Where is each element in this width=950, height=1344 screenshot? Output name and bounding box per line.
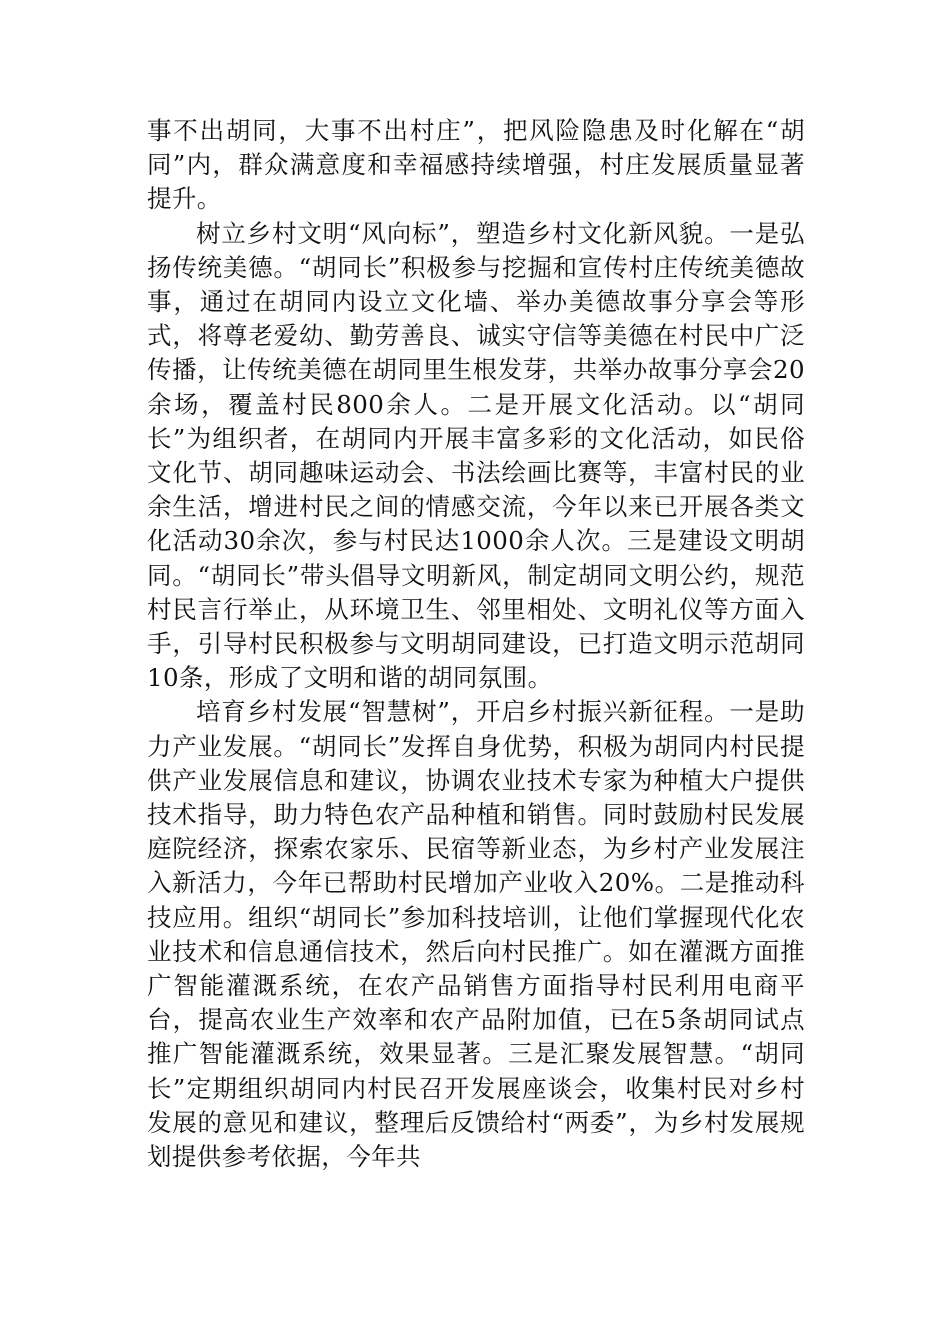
paragraph-continuation: 事不出胡同，大事不出村庄”，把风险隐患及时化解在“胡同”内，群众满意度和幸福感持续增强，村庄发展质量显著提升。 bbox=[147, 116, 805, 214]
paragraph-rural-development: 培育乡村发展“智慧树”，开启乡村振兴新征程。一是助力产业发展。“胡同长”发挥自身优势，积极为胡同内村民提供产业发展信息和建议，协调农业技术专家为种植大户提供技术指导，助力特色农产品种植和销售。同时鼓励村民发展庭院经济，探索农家乐、民宿等新业态，为乡村产业发展注入新活力，今年已帮助村民增加产业收入20%。二是推动科技应用。组织“胡同长”参加科技培训，让他们掌握现代化农业技术和信息通信技术，然后向村民推广。如在灌溉方面推广智能灌溉系统，在农产品销售方面指导村民利用电商平台，提高农业生产效率和农产品附加值，已在5条胡同试点推广智能灌溉系统，效果显著。三是汇聚发展智慧。“胡同长”定期组织胡同内村民召开发展座谈会，收集村民对乡村发展的意见和建议，整理后反馈给村“两委”，为乡村发展规划提供参考依据，今年共 bbox=[147, 697, 805, 1172]
paragraph-rural-civilization: 树立乡村文明“风向标”，塑造乡村文化新风貌。一是弘扬传统美德。“胡同长”积极参与挖掘和宣传村庄传统美德故事，通过在胡同内设立文化墙、举办美德故事分享会等形式，将尊老爱幼、勤劳善良、诚实守信等美德在村民中广泛传播，让传统美德在胡同里生根发芽，共举办故事分享会20余场，覆盖村民800余人。二是开展文化活动。以“胡同长”为组织者，在胡同内开展丰富多彩的文化活动，如民俗文化节、胡同趣味运动会、书法绘画比赛等，丰富村民的业余生活，增进村民之间的情感交流，今年以来已开展各类文化活动30余次，参与村民达1000余人次。三是建设文明胡同。“胡同长”带头倡导文明新风，制定胡同文明公约，规范村民言行举止，从环境卫生、邻里相处、文明礼仪等方面入手，引导村民积极参与文明胡同建设，已打造文明示范胡同10条，形成了文明和谐的胡同氛围。 bbox=[147, 218, 805, 693]
document-body bbox=[147, 114, 805, 1174]
